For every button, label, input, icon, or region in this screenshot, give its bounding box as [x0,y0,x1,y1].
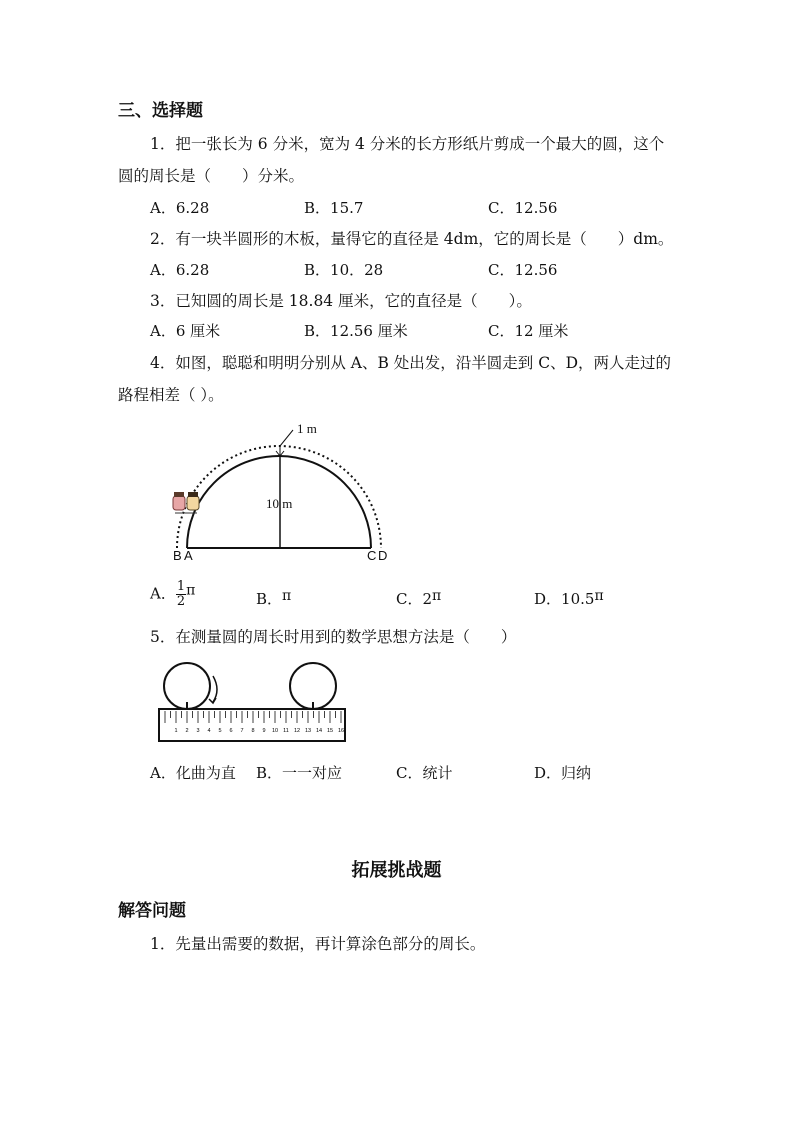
question-5-option-b: B．一一对应 [256,764,343,782]
question-2-option-b: B．10．28 [304,261,384,279]
point-d-label: D [378,548,388,563]
children-icon [173,492,199,513]
question-1-option-a: A．6.28 [150,199,210,217]
section-title: 三、选择题 [118,101,203,121]
ruler-tick-label: 3 [196,728,200,734]
ruler-tick-label: 4 [207,728,211,734]
question-2-option-c: C．12.56 [488,261,558,279]
ruler-tick-label: 1 [174,728,178,734]
ruler-tick-label: 7 [240,728,244,734]
ruler-tick-label: 13 [304,728,312,734]
ruler-tick-label: 16 [337,728,345,734]
question-3-option-a: A．6 厘米 [150,322,221,340]
ruler-tick-label: 6 [229,728,233,734]
question-3-line-1: 3．已知圆的周长是 18.84 厘米，它的直径是（ ）。 [150,292,532,310]
question-4-option-b: B．π [256,588,292,608]
question-4-option-d: D．10.5π [534,588,604,608]
ruler-tick-label: 12 [293,728,301,734]
question-5-option-c: C．统计 [396,764,453,782]
gap-label: 1 m [297,421,317,436]
ruler-tick-label: 11 [283,728,289,734]
ruler-tick-label: 2 [185,728,189,734]
question-3-option-c: C．12 厘米 [488,322,569,340]
rolling-arrow-icon [213,676,217,702]
question-4-line-2: 路程相差（ ）。 [118,386,224,404]
ruler-tick-label: 8 [251,728,255,734]
semicircle-figure [165,414,405,566]
point-b-label: B [173,548,182,563]
question-1-line-2: 圆的周长是（ ）分米。 [118,167,305,185]
question-1-option-c: C．12.56 [488,199,558,217]
question-4-option-a: A． $\frac{1}{2}$ π [150,579,196,609]
ruler-tick-label: 15 [326,728,334,734]
question-5-line-1: 5．在测量圆的周长时用到的数学思想方法是（ ） [150,628,517,646]
question-2-option-a: A．6.28 [150,261,210,279]
question-4-option-c: C．2π [396,588,442,608]
gap-label-leader [280,430,293,446]
question-3-option-b: B．12.56 厘米 [304,322,408,340]
point-a-label: A [184,548,193,563]
ruler-tick-label: 9 [262,728,266,734]
question-4-line-1: 4．如图，聪聪和明明分别从 A、B 处出发，沿半圆走到 C、D，两人走过的 [150,354,672,372]
ruler-tick-label: 14 [315,728,323,734]
ruler-figure [155,658,350,744]
challenge-title: 拓展挑战题 [351,860,442,881]
question-1-option-b: B．15.7 [304,199,364,217]
challenge-subtitle: 解答问题 [118,901,186,921]
ruler-tick-label: 10 [271,728,279,734]
point-c-label: C [367,548,377,563]
question-5-option-a: A．化曲为直 [150,764,236,782]
challenge-question-1: 1．先量出需要的数据，再计算涂色部分的周长。 [150,935,486,953]
question-1-line-1: 1．把一张长为 6 分米，宽为 4 分米的长方形纸片剪成一个最大的圆，这个 [150,135,665,153]
question-5-option-d: D．归纳 [534,764,592,782]
question-2-line-1: 2．有一块半圆形的木板，量得它的直径是 4dm，它的周长是（ ）dm。 [150,230,674,248]
radius-label: 10 m [266,496,293,511]
ruler-tick-label: 5 [218,728,222,734]
